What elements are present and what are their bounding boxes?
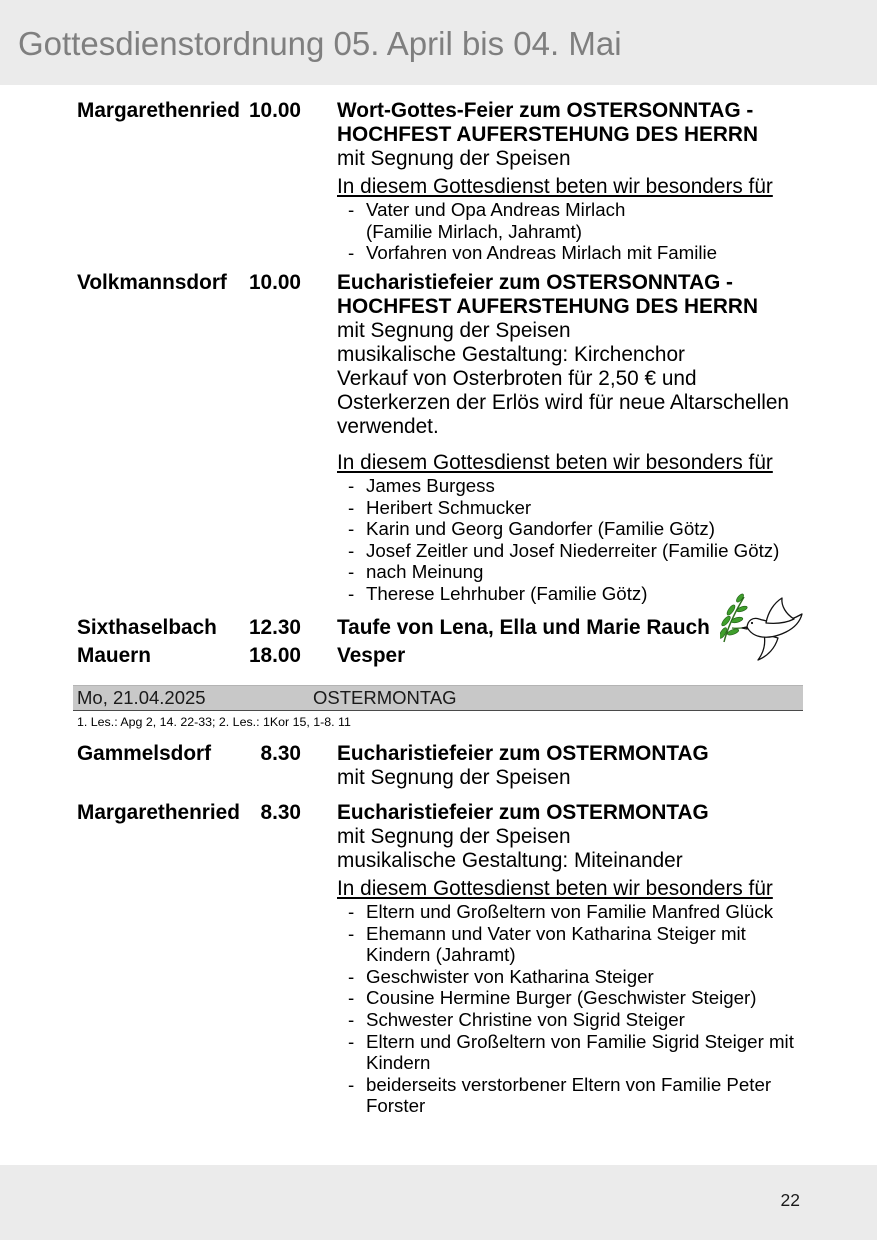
intention-item [337,475,807,497]
service-title: Eucharistiefeier zum OSTERSONNTAG - [337,271,733,294]
intention-text: Forster [366,1095,426,1117]
service-place: Mauern [77,644,151,667]
service-content [337,801,807,1117]
service-time: 12.30 [248,616,301,639]
service-note: musikalische Gestaltung: Miteinander [337,849,683,872]
service-title: Eucharistiefeier zum OSTERMONTAG [337,742,709,765]
list-dash: - [348,1030,355,1052]
intention-text: Ehemann und Vater von Katharina Steiger mit [366,922,746,944]
intention-item [337,242,807,264]
readings-line: 1. Les.: Apg 2, 14. 22-33; 2. Les.: 1Kor 15, 1-8. 11 [77,715,351,729]
intentions-heading: In diesem Gottesdienst beten wir besonders für [337,175,773,198]
service-title: Eucharistiefeier zum OSTERMONTAG [337,801,709,824]
service-title: Taufe von Lena, Ella und Marie Rauch [337,616,710,639]
service-time: 18.00 [248,644,301,667]
service-title: HOCHFEST AUFERSTEHUNG DES HERRN [337,295,758,318]
list-dash: - [348,539,355,561]
intention-text: Geschwister von Katharina Steiger [366,965,654,987]
service-content [337,271,807,605]
intention-item [337,923,807,966]
intention-text: (Familie Mirlach, Jahramt) [366,220,582,242]
intention-item [337,966,807,988]
intention-item [337,1074,807,1117]
service-place: Margarethenried [77,99,240,122]
header-band [0,0,877,85]
service-note: mit Segnung der Speisen [337,825,571,848]
service-note: Osterkerzen der Erlös wird für neue Altarschellen [337,391,789,414]
list-dash: - [348,561,355,583]
intention-text: James Burgess [366,475,495,496]
service-note: mit Segnung der Speisen [337,319,571,342]
intention-text: Karin und Georg Gandorfer (Familie Götz) [366,518,715,540]
service-note: mit Segnung der Speisen [337,766,571,789]
intentions-list [337,199,807,264]
intention-item [337,518,807,540]
service-place: Margarethenried [77,801,240,824]
intention-text: Schwester Christine von Sigrid Steiger [366,1008,685,1030]
intention-text: Heribert Schmucker [366,496,532,518]
intentions-heading: In diesem Gottesdienst beten wir besonders für [337,877,773,900]
service-place: Sixthaselbach [77,616,217,639]
intention-item [337,901,807,923]
day-date: Mo, 21.04.2025 [77,687,206,708]
intention-item [337,987,807,1009]
list-dash: - [348,475,355,496]
day-header-bar [73,685,803,711]
service-note: verwendet. [337,415,439,438]
intentions-list [337,901,807,1117]
intention-text: Vorfahren von Andreas Mirlach mit Familie [366,242,718,264]
service-note: Verkauf von Osterbroten für 2,50 € und [337,367,697,390]
service-content [337,99,807,264]
list-dash: - [348,582,355,604]
service-note: musikalische Gestaltung: Kirchenchor [337,343,685,366]
intention-text: Cousine Hermine Burger (Geschwister Steiger) [366,987,757,1009]
list-dash: - [348,987,355,1009]
service-content [337,644,807,668]
list-dash: - [348,922,355,944]
intentions-list [337,475,807,605]
intentions-heading: In diesem Gottesdienst beten wir besonders für [337,451,773,474]
intention-item [337,199,807,242]
intention-item [337,497,807,519]
list-dash: - [348,1073,355,1095]
page-title: Gottesdienstordnung 05. April bis 04. Mai [18,25,622,62]
service-time: 8.30 [260,742,301,765]
intention-item [337,561,807,583]
service-title: Vesper [337,644,406,667]
list-dash: - [348,901,355,922]
list-dash: - [348,518,355,540]
service-time: 10.00 [248,271,301,294]
intention-text: Vater und Opa Andreas Mirlach [366,199,626,220]
list-dash: - [348,242,355,264]
intention-text: Eltern und Großeltern von Familie Sigrid Steiger mit [366,1030,794,1052]
service-content [337,742,807,790]
intention-item [337,1031,807,1074]
intention-text: Kindern (Jahramt) [366,944,516,966]
list-dash: - [348,199,355,220]
service-note: mit Segnung der Speisen [337,147,571,170]
service-title: HOCHFEST AUFERSTEHUNG DES HERRN [337,123,758,146]
list-dash: - [348,496,355,518]
intention-text: Josef Zeitler und Josef Niederreiter (Familie Götz) [366,539,780,561]
service-time: 8.30 [260,801,301,824]
intention-item [337,1009,807,1031]
service-time: 10.00 [248,99,301,122]
intention-item [337,540,807,562]
intention-text: Eltern und Großeltern von Familie Manfred Glück [366,901,774,922]
intention-text: beiderseits verstorbener Eltern von Familie Peter [366,1073,772,1095]
list-dash: - [348,1008,355,1030]
list-dash: - [348,965,355,987]
service-place: Volkmannsdorf [77,271,227,294]
day-feast: OSTERMONTAG [313,687,457,708]
intention-text: Kindern [366,1052,431,1074]
service-title: Wort-Gottes-Feier zum OSTERSONNTAG - [337,99,754,122]
intention-text: nach Meinung [366,561,484,583]
page-number: 22 [780,1190,800,1210]
intention-text: Therese Lehrhuber (Familie Götz) [366,582,648,604]
service-place: Gammelsdorf [77,742,212,765]
footer-band [0,1165,877,1240]
